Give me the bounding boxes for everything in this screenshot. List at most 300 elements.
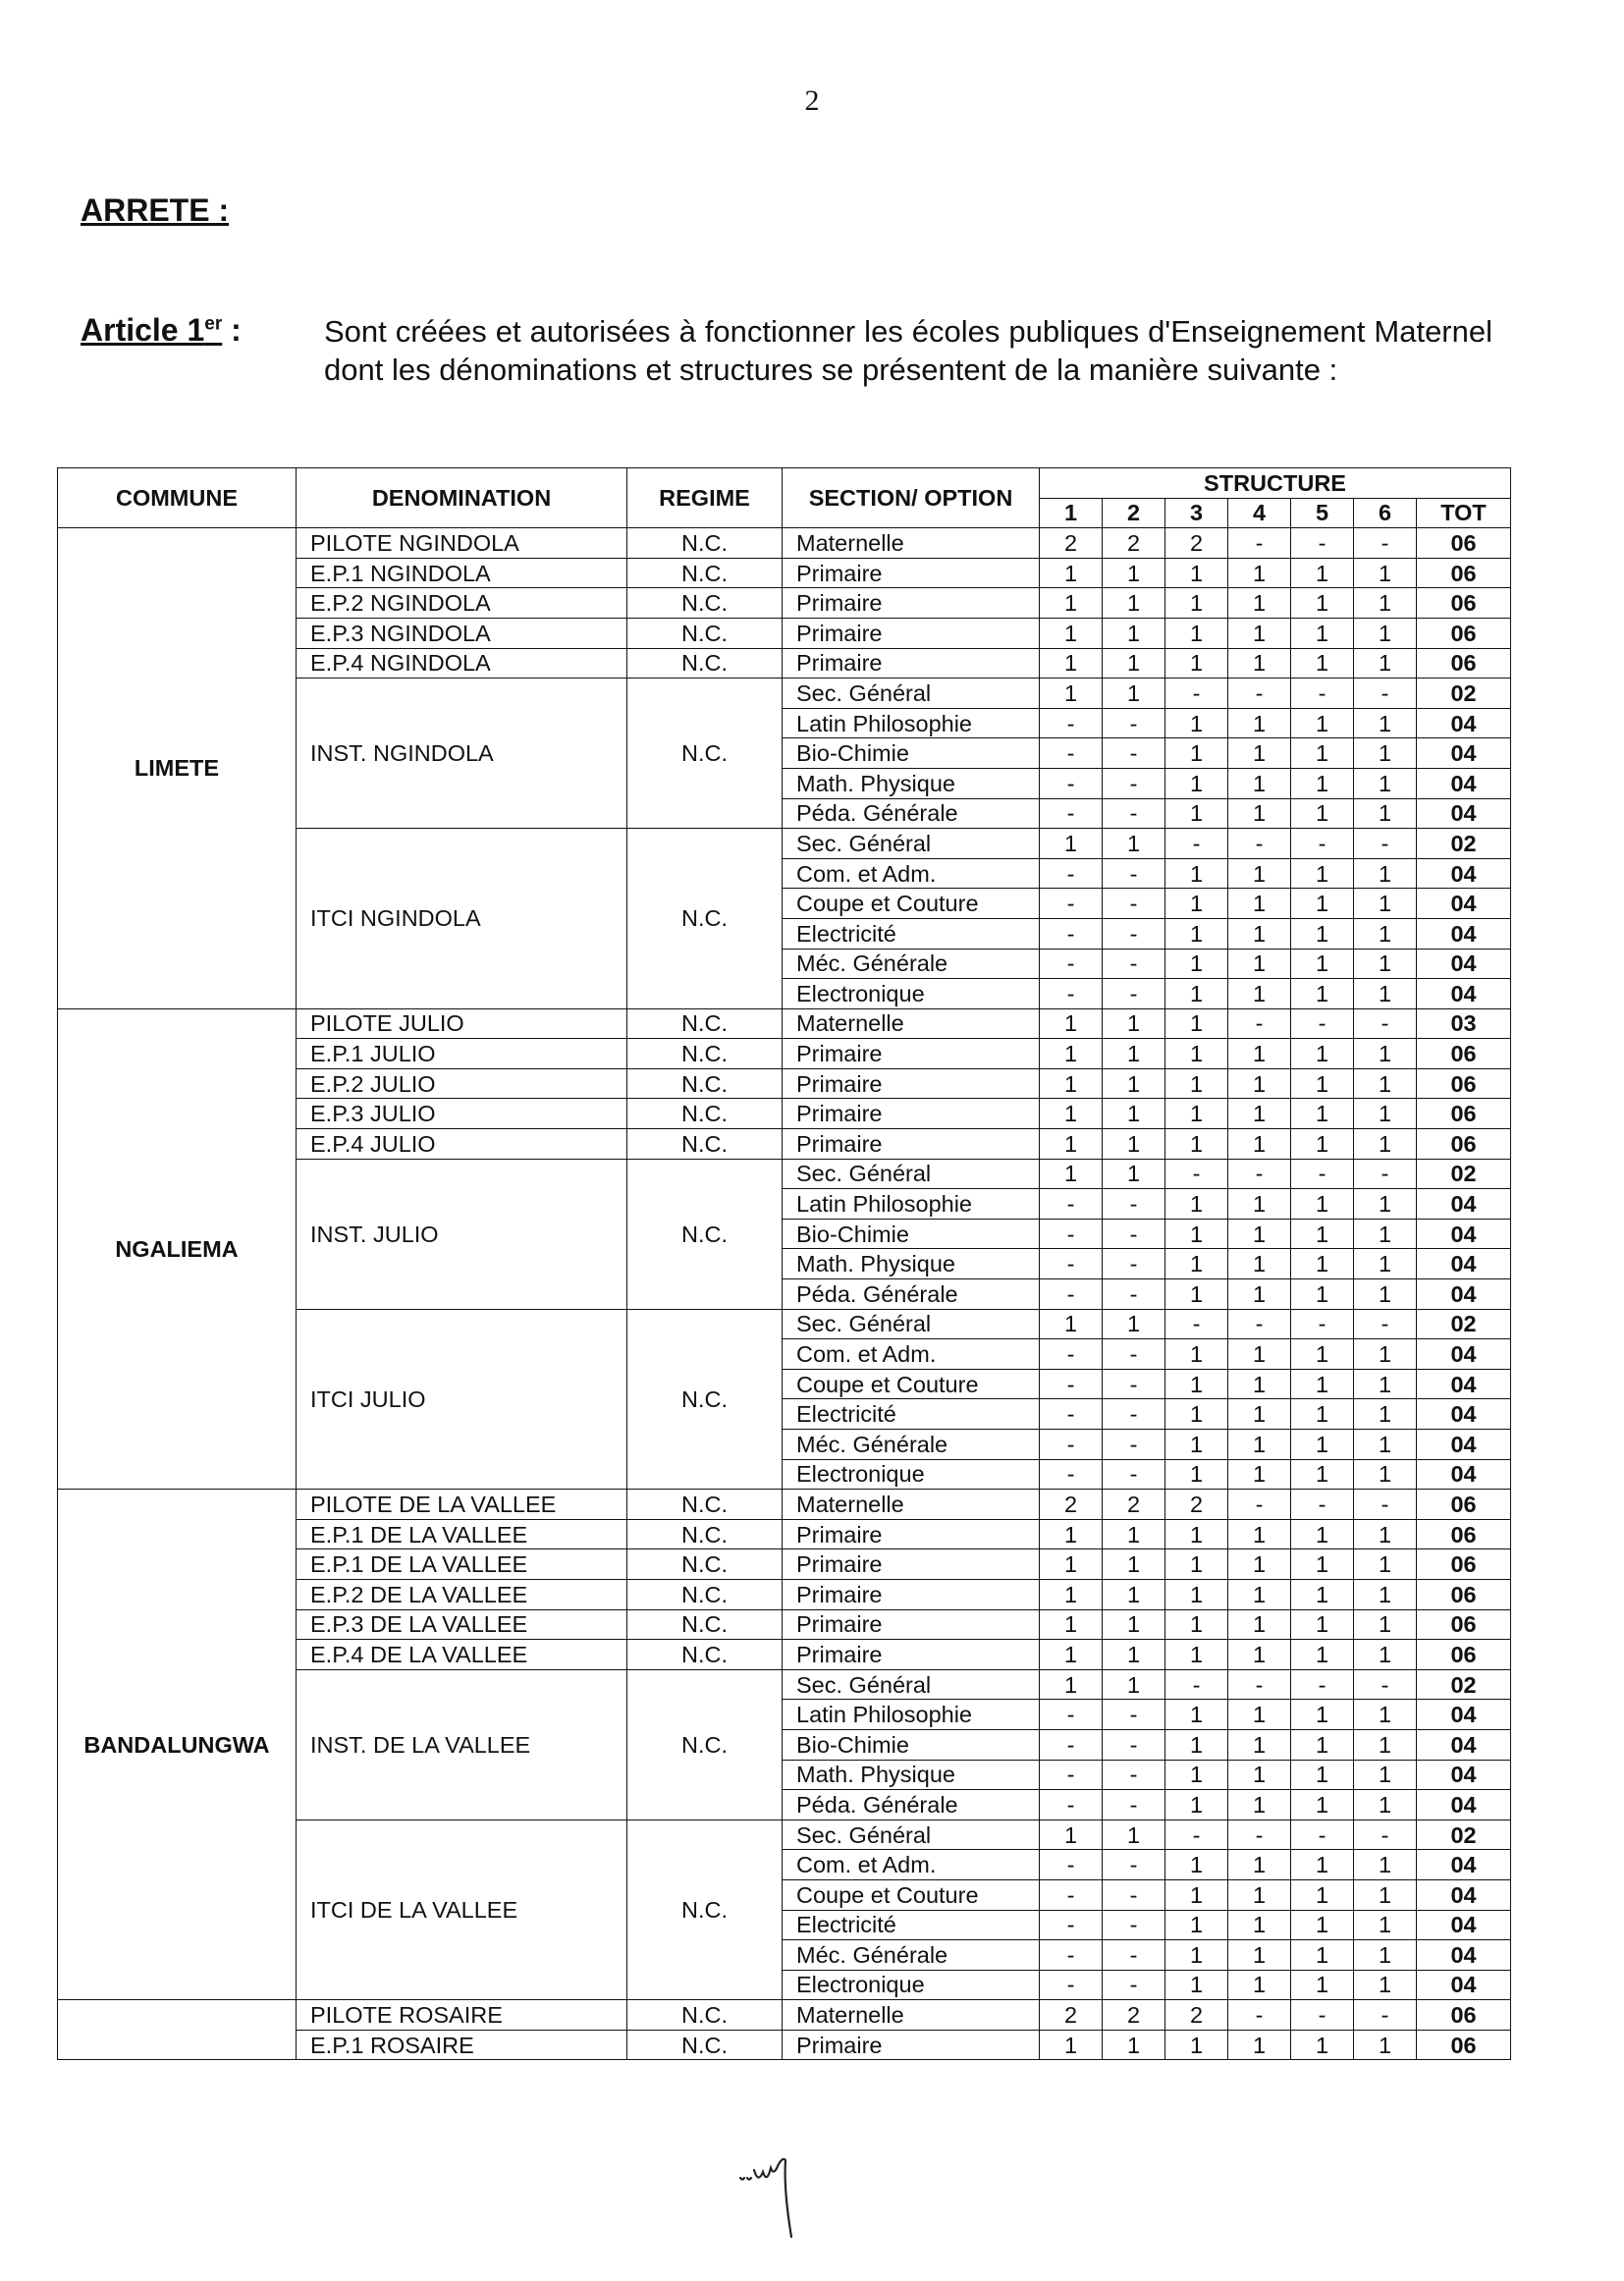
year-1-cell: 1 [1040,1579,1103,1609]
year-4-cell: 1 [1228,1579,1291,1609]
year-2-cell: - [1103,1700,1165,1730]
year-5-cell: 1 [1291,1549,1354,1580]
denomination-cell: E.P.3 DE LA VALLEE [297,1609,627,1640]
article-label [81,312,242,349]
year-6-cell: 1 [1354,1249,1417,1279]
year-1-cell: - [1040,1970,1103,2000]
section-option-cell: Primaire [783,1129,1040,1160]
header-tot: TOT [1417,498,1511,528]
year-5-cell: 1 [1291,858,1354,889]
year-5-cell: 1 [1291,588,1354,619]
year-2-cell: - [1103,1790,1165,1820]
denomination-cell: E.P.3 NGINDOLA [297,618,627,648]
year-6-cell: 1 [1354,1099,1417,1129]
year-1-cell: - [1040,738,1103,769]
year-2-cell: 1 [1103,1039,1165,1069]
year-3-cell: 1 [1165,1910,1228,1940]
year-2-cell: 2 [1103,528,1165,559]
table-row [58,2000,1511,2031]
section-option-cell: Péda. Générale [783,1279,1040,1310]
year-1-cell: - [1040,1459,1103,1490]
year-4-cell: 1 [1228,1219,1291,1249]
year-5-cell: - [1291,1669,1354,1700]
tot-cell: 04 [1417,1850,1511,1880]
year-3-cell: 1 [1165,1039,1228,1069]
year-4-cell: - [1228,679,1291,709]
tot-cell: 06 [1417,1519,1511,1549]
year-6-cell: 1 [1354,798,1417,829]
year-3-cell: 1 [1165,1129,1228,1160]
denomination-cell: E.P.1 NGINDOLA [297,558,627,588]
year-6-cell: 1 [1354,889,1417,919]
tot-cell: 06 [1417,1579,1511,1609]
section-option-cell: Primaire [783,588,1040,619]
year-5-cell: 1 [1291,2030,1354,2060]
tot-cell: 04 [1417,1399,1511,1430]
year-6-cell: 1 [1354,949,1417,979]
year-6-cell: 1 [1354,558,1417,588]
regime-cell: N.C. [627,1008,783,1039]
year-3-cell: 1 [1165,889,1228,919]
section-option-cell: Math. Physique [783,1249,1040,1279]
year-1-cell: - [1040,1399,1103,1430]
year-5-cell: 1 [1291,738,1354,769]
year-4-cell: 1 [1228,1249,1291,1279]
tot-cell: 06 [1417,558,1511,588]
year-6-cell: 1 [1354,1459,1417,1490]
tot-cell: 02 [1417,1159,1511,1189]
year-4-cell: 1 [1228,768,1291,798]
year-5-cell: 1 [1291,768,1354,798]
section-option-cell: Péda. Générale [783,1790,1040,1820]
tot-cell: 06 [1417,1609,1511,1640]
section-option-cell: Sec. Général [783,1159,1040,1189]
year-1-cell: - [1040,1700,1103,1730]
section-option-cell: Coupe et Couture [783,1369,1040,1399]
year-5-cell: 1 [1291,618,1354,648]
tot-cell: 04 [1417,1700,1511,1730]
year-3-cell: 1 [1165,1970,1228,2000]
header-commune: COMMUNE [58,468,297,528]
regime-cell: N.C. [627,528,783,559]
year-2-cell: 1 [1103,588,1165,619]
year-2-cell: 2 [1103,1490,1165,1520]
year-2-cell: - [1103,918,1165,949]
year-3-cell: - [1165,679,1228,709]
year-5-cell: 1 [1291,1940,1354,1971]
year-1-cell: 1 [1040,1819,1103,1850]
header-year-4: 4 [1228,498,1291,528]
tot-cell: 02 [1417,1819,1511,1850]
denomination-cell: E.P.1 JULIO [297,1039,627,1069]
year-1-cell: 1 [1040,1129,1103,1160]
year-3-cell: 2 [1165,1490,1228,1520]
year-4-cell: - [1228,1159,1291,1189]
year-2-cell: - [1103,1189,1165,1220]
year-5-cell: 1 [1291,1099,1354,1129]
year-2-cell: 1 [1103,648,1165,679]
year-6-cell: 1 [1354,1430,1417,1460]
year-4-cell: - [1228,1669,1291,1700]
year-4-cell: 1 [1228,1879,1291,1910]
year-4-cell: 1 [1228,1459,1291,1490]
year-4-cell: 1 [1228,708,1291,738]
year-6-cell: 1 [1354,588,1417,619]
year-5-cell: 1 [1291,1609,1354,1640]
tot-cell: 06 [1417,1068,1511,1099]
denomination-cell: PILOTE JULIO [297,1008,627,1039]
year-3-cell: 1 [1165,738,1228,769]
regime-cell: N.C. [627,618,783,648]
year-1-cell: 1 [1040,558,1103,588]
table-row [58,528,1511,559]
year-2-cell: 1 [1103,1819,1165,1850]
regime-cell: N.C. [627,1640,783,1670]
tot-cell: 04 [1417,1729,1511,1760]
year-2-cell: - [1103,858,1165,889]
year-3-cell: - [1165,1159,1228,1189]
section-option-cell: Math. Physique [783,1760,1040,1790]
year-6-cell: 1 [1354,1369,1417,1399]
year-2-cell: 1 [1103,1669,1165,1700]
header-year-5: 5 [1291,498,1354,528]
year-4-cell: 1 [1228,1970,1291,2000]
year-6-cell: 1 [1354,858,1417,889]
section-option-cell: Latin Philosophie [783,1700,1040,1730]
year-1-cell: - [1040,1249,1103,1279]
year-4-cell: 1 [1228,738,1291,769]
year-6-cell: 1 [1354,1039,1417,1069]
year-1-cell: 1 [1040,1099,1103,1129]
year-6-cell: 1 [1354,1760,1417,1790]
regime-cell: N.C. [627,829,783,1009]
article-label-text: Article 1 [81,312,205,348]
section-option-cell: Maternelle [783,1490,1040,1520]
tot-cell: 04 [1417,1940,1511,1971]
section-option-cell: Primaire [783,1068,1040,1099]
year-2-cell: 1 [1103,618,1165,648]
section-option-cell: Sec. Général [783,1819,1040,1850]
denomination-cell: ITCI JULIO [297,1309,627,1490]
year-4-cell: 1 [1228,1279,1291,1310]
year-4-cell: 1 [1228,1039,1291,1069]
year-4-cell: 1 [1228,558,1291,588]
denomination-cell: PILOTE ROSAIRE [297,2000,627,2031]
year-4-cell: 1 [1228,1549,1291,1580]
year-5-cell: 1 [1291,1068,1354,1099]
year-3-cell: 1 [1165,1279,1228,1310]
section-option-cell: Latin Philosophie [783,1189,1040,1220]
tot-cell: 04 [1417,1790,1511,1820]
year-3-cell: - [1165,1819,1228,1850]
tot-cell: 04 [1417,738,1511,769]
year-4-cell: 1 [1228,1700,1291,1730]
denomination-cell: E.P.3 JULIO [297,1099,627,1129]
year-3-cell: 1 [1165,918,1228,949]
year-4-cell: 1 [1228,1790,1291,1820]
tot-cell: 02 [1417,1309,1511,1339]
denomination-cell: INST. JULIO [297,1159,627,1309]
section-option-cell: Math. Physique [783,768,1040,798]
year-5-cell: - [1291,1309,1354,1339]
regime-cell: N.C. [627,1039,783,1069]
year-5-cell: 1 [1291,1039,1354,1069]
tot-cell: 04 [1417,858,1511,889]
year-6-cell: 1 [1354,708,1417,738]
section-option-cell: Primaire [783,1519,1040,1549]
year-2-cell: - [1103,1339,1165,1370]
year-2-cell: - [1103,1369,1165,1399]
section-option-cell: Bio-Chimie [783,1219,1040,1249]
tot-cell: 06 [1417,1039,1511,1069]
year-3-cell: 1 [1165,1790,1228,1820]
year-1-cell: - [1040,918,1103,949]
year-4-cell: 1 [1228,618,1291,648]
year-3-cell: 1 [1165,1760,1228,1790]
tot-cell: 02 [1417,1669,1511,1700]
table-row [58,1490,1511,1520]
year-6-cell: 1 [1354,979,1417,1009]
year-3-cell: 1 [1165,1519,1228,1549]
year-1-cell: - [1040,1850,1103,1880]
year-5-cell: 1 [1291,1970,1354,2000]
year-2-cell: 1 [1103,558,1165,588]
year-2-cell: - [1103,889,1165,919]
year-4-cell: - [1228,1008,1291,1039]
tot-cell: 06 [1417,1549,1511,1580]
year-6-cell: 1 [1354,1729,1417,1760]
year-5-cell: 1 [1291,1910,1354,1940]
year-2-cell: - [1103,1760,1165,1790]
article-text: Sont créées et autorisées à fonctionner les écoles publiques d'Enseignement Maternel dont les dénominations et structures se présentent de la manière suivante : [324,314,1492,387]
section-option-cell: Péda. Générale [783,798,1040,829]
tot-cell: 06 [1417,618,1511,648]
year-2-cell: - [1103,979,1165,1009]
section-option-cell: Primaire [783,558,1040,588]
year-2-cell: 1 [1103,1129,1165,1160]
section-option-cell: Com. et Adm. [783,1850,1040,1880]
header-year-3: 3 [1165,498,1228,528]
section-option-cell: Primaire [783,1609,1040,1640]
year-5-cell: 1 [1291,708,1354,738]
year-5-cell: 1 [1291,1519,1354,1549]
year-3-cell: 2 [1165,528,1228,559]
year-4-cell: 1 [1228,1910,1291,1940]
year-6-cell: - [1354,1819,1417,1850]
denomination-cell: E.P.4 DE LA VALLEE [297,1640,627,1670]
year-1-cell: - [1040,1940,1103,1971]
year-3-cell: 1 [1165,1700,1228,1730]
year-5-cell: 1 [1291,1879,1354,1910]
year-6-cell: - [1354,1490,1417,1520]
tot-cell: 06 [1417,528,1511,559]
year-2-cell: 1 [1103,1309,1165,1339]
year-5-cell: - [1291,2000,1354,2031]
year-5-cell: 1 [1291,889,1354,919]
year-5-cell: 1 [1291,1189,1354,1220]
denomination-cell: E.P.4 JULIO [297,1129,627,1160]
section-option-cell: Electricité [783,1910,1040,1940]
year-5-cell: 1 [1291,1790,1354,1820]
year-4-cell: 1 [1228,1760,1291,1790]
year-1-cell: 1 [1040,1609,1103,1640]
year-6-cell: 1 [1354,1609,1417,1640]
denomination-cell: E.P.2 JULIO [297,1068,627,1099]
year-6-cell: 1 [1354,1339,1417,1370]
section-option-cell: Electricité [783,918,1040,949]
section-option-cell: Sec. Général [783,1669,1040,1700]
regime-cell: N.C. [627,1579,783,1609]
year-6-cell: - [1354,2000,1417,2031]
year-2-cell: 1 [1103,1068,1165,1099]
tot-cell: 06 [1417,1640,1511,1670]
section-option-cell: Coupe et Couture [783,889,1040,919]
year-3-cell: 1 [1165,1579,1228,1609]
handwritten-initials [738,2139,807,2247]
year-5-cell: 1 [1291,1640,1354,1670]
year-6-cell: 1 [1354,1279,1417,1310]
year-5-cell: 1 [1291,1399,1354,1430]
regime-cell: N.C. [627,1609,783,1640]
year-4-cell: - [1228,528,1291,559]
tot-cell: 04 [1417,1910,1511,1940]
year-2-cell: 1 [1103,1549,1165,1580]
year-5-cell: - [1291,1008,1354,1039]
regime-cell: N.C. [627,1549,783,1580]
section-option-cell: Méc. Générale [783,1430,1040,1460]
year-5-cell: - [1291,528,1354,559]
tot-cell: 04 [1417,1339,1511,1370]
schools-structure-table [57,467,1511,2060]
year-1-cell: - [1040,1189,1103,1220]
year-5-cell: 1 [1291,1459,1354,1490]
year-2-cell: - [1103,768,1165,798]
year-2-cell: 1 [1103,1579,1165,1609]
year-3-cell: 1 [1165,618,1228,648]
section-option-cell: Electricité [783,1399,1040,1430]
year-3-cell: 1 [1165,2030,1228,2060]
year-6-cell: 1 [1354,1399,1417,1430]
regime-cell: N.C. [627,679,783,829]
header-year-2: 2 [1103,498,1165,528]
year-3-cell: 1 [1165,979,1228,1009]
tot-cell: 06 [1417,1099,1511,1129]
tot-cell: 04 [1417,1219,1511,1249]
year-4-cell: 1 [1228,588,1291,619]
year-5-cell: - [1291,1159,1354,1189]
year-3-cell: 1 [1165,1879,1228,1910]
year-6-cell: 1 [1354,1910,1417,1940]
year-1-cell: - [1040,1790,1103,1820]
year-3-cell: 1 [1165,1459,1228,1490]
year-3-cell: 1 [1165,768,1228,798]
denomination-cell: PILOTE NGINDOLA [297,528,627,559]
section-option-cell: Coupe et Couture [783,1879,1040,1910]
article-label-sup: er [204,313,223,335]
year-3-cell: 1 [1165,708,1228,738]
year-4-cell: 1 [1228,1519,1291,1549]
denomination-cell: E.P.1 ROSAIRE [297,2030,627,2060]
year-2-cell: - [1103,708,1165,738]
tot-cell: 06 [1417,2000,1511,2031]
regime-cell: N.C. [627,648,783,679]
year-6-cell: 1 [1354,738,1417,769]
year-3-cell: 1 [1165,1549,1228,1580]
tot-cell: 04 [1417,1279,1511,1310]
year-6-cell: 1 [1354,1879,1417,1910]
year-3-cell: 1 [1165,1189,1228,1220]
year-2-cell: - [1103,1430,1165,1460]
year-1-cell: - [1040,708,1103,738]
year-6-cell: - [1354,829,1417,859]
header-regime: REGIME [627,468,783,528]
year-4-cell: 1 [1228,1640,1291,1670]
year-5-cell: 1 [1291,1729,1354,1760]
year-6-cell: 1 [1354,648,1417,679]
year-6-cell: 1 [1354,1519,1417,1549]
year-3-cell: 1 [1165,1430,1228,1460]
year-4-cell: 1 [1228,949,1291,979]
section-option-cell: Maternelle [783,528,1040,559]
tot-cell: 04 [1417,1970,1511,2000]
section-option-cell: Latin Philosophie [783,708,1040,738]
page-number: 2 [804,84,820,117]
year-4-cell: - [1228,1490,1291,1520]
decree-heading: ARRETE : [81,192,230,228]
tot-cell: 04 [1417,768,1511,798]
tot-cell: 06 [1417,1129,1511,1160]
year-6-cell: 1 [1354,1640,1417,1670]
denomination-cell: PILOTE DE LA VALLEE [297,1490,627,1520]
year-2-cell: 1 [1103,1640,1165,1670]
year-5-cell: 1 [1291,558,1354,588]
commune-cell: BANDALUNGWA [58,1490,297,2000]
year-6-cell: 1 [1354,1790,1417,1820]
denomination-cell: E.P.1 DE LA VALLEE [297,1549,627,1580]
year-4-cell: - [1228,829,1291,859]
year-1-cell: - [1040,1729,1103,1760]
year-2-cell: - [1103,1399,1165,1430]
year-2-cell: - [1103,1459,1165,1490]
year-4-cell: 1 [1228,1430,1291,1460]
year-1-cell: - [1040,979,1103,1009]
denomination-cell: E.P.2 DE LA VALLEE [297,1579,627,1609]
year-1-cell: 1 [1040,618,1103,648]
section-option-cell: Primaire [783,2030,1040,2060]
year-2-cell: - [1103,1729,1165,1760]
year-4-cell: 1 [1228,1099,1291,1129]
year-2-cell: 1 [1103,1008,1165,1039]
header-structure: STRUCTURE [1040,468,1511,499]
tot-cell: 06 [1417,1490,1511,1520]
section-option-cell: Bio-Chimie [783,1729,1040,1760]
header-year-6: 6 [1354,498,1417,528]
tot-cell: 04 [1417,1369,1511,1399]
denomination-cell: ITCI DE LA VALLEE [297,1819,627,2000]
section-option-cell: Sec. Général [783,1309,1040,1339]
year-6-cell: 1 [1354,1700,1417,1730]
tot-cell: 04 [1417,949,1511,979]
tot-cell: 04 [1417,889,1511,919]
year-5-cell: - [1291,1490,1354,1520]
year-3-cell: 1 [1165,1249,1228,1279]
year-5-cell: 1 [1291,918,1354,949]
tot-cell: 04 [1417,1760,1511,1790]
year-5-cell: - [1291,679,1354,709]
tot-cell: 04 [1417,979,1511,1009]
tot-cell: 03 [1417,1008,1511,1039]
year-5-cell: 1 [1291,1279,1354,1310]
